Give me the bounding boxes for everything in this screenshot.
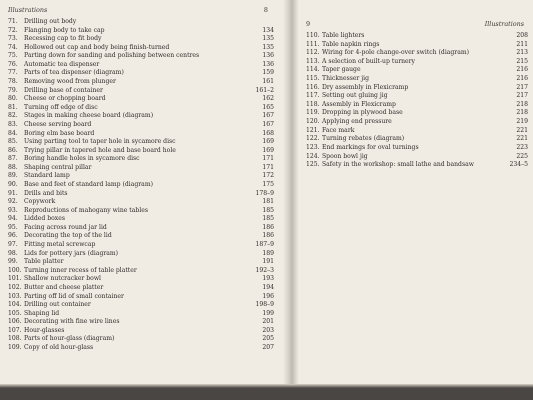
entry-number: 72. — [8, 26, 18, 34]
entry-page: 196 — [262, 292, 274, 300]
entry-page: 167 — [262, 120, 274, 128]
left-page-number: 8 — [263, 6, 268, 14]
list-item — [8, 284, 274, 293]
entry-title: Face mark — [322, 126, 355, 134]
right-page-title: Illustrations — [484, 20, 524, 28]
entry-page: 171 — [262, 155, 274, 163]
entry-title: Spoon bowl jig — [322, 152, 368, 160]
entry-title: Lidded boxes — [24, 215, 65, 223]
entry-number: 84. — [8, 129, 18, 137]
entry-title: Decorating with fine wire lines — [24, 318, 120, 326]
entry-page: 186 — [262, 223, 274, 231]
list-item — [306, 144, 528, 153]
list-item — [8, 198, 274, 207]
list-item — [8, 215, 274, 224]
entry-number: 109. — [8, 343, 22, 351]
entry-title: Drills and bits — [24, 189, 68, 197]
list-item — [8, 87, 274, 96]
entry-page: 221 — [516, 135, 528, 143]
entry-number: 124. — [306, 152, 320, 160]
right-page — [306, 20, 528, 320]
entry-number: 71. — [8, 18, 18, 25]
list-item — [8, 190, 274, 199]
entry-page: 172 — [262, 172, 274, 180]
list-item — [8, 335, 274, 344]
entry-number: 107. — [8, 326, 22, 334]
entry-page: 194 — [262, 283, 274, 291]
entry-number: 87. — [8, 155, 18, 163]
list-item — [8, 52, 274, 61]
list-item — [8, 69, 274, 78]
entry-title: Safety in the workshop: small lathe and bandsaw — [322, 161, 474, 169]
entry-title: Reproductions of mahogany wine tables — [24, 206, 148, 214]
left-illustration-list — [8, 18, 274, 353]
entry-number: 81. — [8, 103, 18, 111]
list-item — [8, 207, 274, 216]
entry-number: 101. — [8, 275, 22, 283]
right-page-header — [306, 20, 528, 30]
entry-number: 93. — [8, 206, 18, 214]
list-item — [306, 153, 528, 162]
entry-title: Drilling out container — [24, 301, 91, 309]
entry-title: Turning inner recess of table platter — [24, 266, 137, 274]
entry-number: 86. — [8, 146, 18, 154]
list-item — [8, 301, 274, 310]
entry-title: Shaping central pillar — [24, 163, 92, 171]
entry-number: 95. — [8, 223, 18, 231]
entry-number: 73. — [8, 35, 18, 43]
book-gutter — [283, 0, 299, 388]
entry-page: 207 — [262, 343, 274, 351]
entry-page: 134 — [262, 26, 274, 34]
entry-title: Wiring for 4-pole change-over switch (diagram) — [322, 49, 470, 57]
entry-page: 168 — [262, 129, 274, 137]
entry-number: 75. — [8, 52, 18, 60]
entry-page: 199 — [262, 309, 274, 317]
entry-title: Lids for pottery jars (diagram) — [24, 249, 119, 257]
entry-number: 115. — [306, 75, 320, 83]
entry-number: 96. — [8, 232, 18, 240]
entry-number: 108. — [8, 335, 22, 343]
entry-page: 159 — [262, 69, 274, 77]
list-item — [8, 241, 274, 250]
entry-title: Butter and cheese platter — [24, 283, 104, 291]
list-item — [306, 118, 528, 127]
entry-title: Table platter — [24, 258, 64, 266]
list-item — [8, 250, 274, 259]
entry-title: Standard lamp — [24, 172, 70, 180]
list-item — [8, 258, 274, 267]
entry-page: 171 — [262, 163, 274, 171]
entry-number: 113. — [306, 57, 320, 65]
list-item — [306, 161, 528, 170]
entry-page: 218 — [516, 109, 528, 117]
entry-page: 223 — [516, 143, 528, 151]
entry-page: 208 — [516, 32, 528, 39]
entry-page: 211 — [516, 40, 528, 48]
entry-title: End markings for oval turnings — [322, 143, 419, 151]
entry-number: 105. — [8, 309, 22, 317]
entry-page: 205 — [262, 335, 274, 343]
list-item — [306, 58, 528, 67]
list-item — [8, 44, 274, 53]
entry-number: 102. — [8, 283, 22, 291]
list-item — [306, 101, 528, 110]
list-item — [8, 344, 274, 353]
entry-number: 114. — [306, 66, 320, 74]
entry-number: 116. — [306, 83, 320, 91]
entry-title: Parts of tea dispenser (diagram) — [24, 69, 124, 77]
entry-page: 165 — [262, 103, 274, 111]
entry-title: Parting down for sanding and polishing between centres — [24, 52, 200, 60]
entry-title: Boring handle holes in sycamore disc — [24, 155, 140, 163]
entry-number: 82. — [8, 112, 18, 120]
entry-page: 185 — [262, 215, 274, 223]
entry-page: 217 — [516, 92, 528, 100]
entry-number: 103. — [8, 292, 22, 300]
entry-title: Facing across round jar lid — [24, 223, 107, 231]
entry-title: Dropping in plywood base — [322, 109, 403, 117]
entry-number: 88. — [8, 163, 18, 171]
entry-title: Cheese serving board — [24, 120, 92, 128]
entry-page: 186 — [262, 232, 274, 240]
entry-title: Drilling base of container — [24, 86, 103, 94]
entry-title: Fitting metal screwcap — [24, 241, 96, 249]
entry-page: 136 — [262, 52, 274, 60]
entry-title: Cheese or chopping board — [24, 95, 106, 103]
list-item — [8, 327, 274, 336]
entry-number: 110. — [306, 32, 320, 39]
entry-title: Table napkin rings — [322, 40, 380, 48]
list-item — [306, 49, 528, 58]
list-item — [8, 27, 274, 36]
list-item — [8, 104, 274, 113]
entry-number: 97. — [8, 241, 18, 249]
list-item — [8, 275, 274, 284]
entry-number: 79. — [8, 86, 18, 94]
entry-page: 216 — [516, 66, 528, 74]
entry-page: 218 — [516, 100, 528, 108]
right-illustration-list — [306, 32, 528, 170]
entry-page: 135 — [262, 35, 274, 43]
list-item — [306, 66, 528, 75]
entry-number: 77. — [8, 69, 18, 77]
list-item — [8, 172, 274, 181]
entry-title: Table lighters — [322, 32, 365, 39]
entry-title: A selection of built-up turnery — [322, 57, 415, 65]
entry-page: 191 — [262, 258, 274, 266]
list-item — [306, 92, 528, 101]
entry-page: 203 — [262, 326, 274, 334]
entry-number: 118. — [306, 100, 320, 108]
list-item — [8, 61, 274, 70]
list-item — [8, 18, 274, 27]
entry-title: Hour-glasses — [24, 326, 65, 334]
entry-title: Assembly in Flexicramp — [322, 100, 396, 108]
entry-page: 162 — [262, 95, 274, 103]
entry-title: Decorating the top of the lid — [24, 232, 112, 240]
list-item — [8, 164, 274, 173]
page-bottom-edge — [0, 384, 533, 388]
entry-page: 185 — [262, 206, 274, 214]
list-item — [8, 293, 274, 302]
entry-number: 94. — [8, 215, 18, 223]
entry-title: Applying end pressure — [322, 118, 392, 126]
entry-number: 89. — [8, 172, 18, 180]
entry-page: 161 — [262, 78, 274, 86]
entry-title: Shaping lid — [24, 309, 60, 317]
entry-number: 85. — [8, 138, 18, 146]
list-item — [306, 84, 528, 93]
entry-page: 221 — [516, 126, 528, 134]
entry-title: Recessing cap to fit body — [24, 35, 102, 43]
entry-page: 187–9 — [255, 241, 274, 249]
entry-page: 192–3 — [255, 266, 274, 274]
left-page-header — [8, 6, 274, 16]
entry-number: 100. — [8, 266, 22, 274]
entry-page: 169 — [262, 146, 274, 154]
left-page-title: Illustrations — [8, 6, 48, 14]
list-item — [8, 138, 274, 147]
entry-title: Removing wood from plunger — [24, 78, 116, 86]
entry-title: Taper gauge — [322, 66, 361, 74]
entry-page: 213 — [516, 49, 528, 57]
entry-title: Shallow nutcracker bowl — [24, 275, 102, 283]
entry-number: 106. — [8, 318, 22, 326]
entry-title: Dry assembly in Flexicramp — [322, 83, 409, 91]
entry-page: 175 — [262, 180, 274, 188]
entry-title: Using parting tool to taper hole in sycamore disc — [24, 138, 176, 146]
list-item — [8, 224, 274, 233]
entry-number: 123. — [306, 143, 320, 151]
entry-page: 167 — [262, 112, 274, 120]
entry-title: Parting off lid of small container — [24, 292, 124, 300]
entry-page: 198–9 — [255, 301, 274, 309]
entry-title: Automatic tea dispenser — [24, 60, 100, 68]
entry-page: 234–5 — [509, 161, 528, 169]
list-item — [8, 95, 274, 104]
entry-number: 111. — [306, 40, 320, 48]
list-item — [306, 75, 528, 84]
list-item — [306, 127, 528, 136]
entry-page: 161–2 — [255, 86, 274, 94]
list-item — [306, 41, 528, 50]
list-item — [8, 147, 274, 156]
entry-number: 99. — [8, 258, 18, 266]
entry-title: Trying pillar in tapered hole and base board hole — [24, 146, 176, 154]
entry-number: 92. — [8, 198, 18, 206]
list-item — [8, 78, 274, 87]
entry-page: 178–9 — [255, 189, 274, 197]
entry-page: 216 — [516, 75, 528, 83]
entry-number: 104. — [8, 301, 22, 309]
list-item — [8, 267, 274, 276]
right-page-number: 9 — [306, 20, 311, 28]
entry-title: Stages in making cheese board (diagram) — [24, 112, 154, 120]
entry-number: 80. — [8, 95, 18, 103]
entry-title: Copy of old hour-glass — [24, 343, 94, 351]
list-item — [8, 318, 274, 327]
entry-title: Drilling out body — [24, 18, 77, 25]
entry-title: Boring elm base board — [24, 129, 95, 137]
list-item — [306, 32, 528, 41]
entry-title: Copywork — [24, 198, 56, 206]
entry-number: 112. — [306, 49, 320, 57]
left-page — [8, 6, 274, 382]
entry-page: 181 — [262, 198, 274, 206]
list-item — [8, 181, 274, 190]
entry-number: 91. — [8, 189, 18, 197]
entry-title: Setting out gluing jig — [322, 92, 388, 100]
list-item — [8, 35, 274, 44]
entry-number: 78. — [8, 78, 18, 86]
entry-page: 201 — [262, 318, 274, 326]
entry-page: 193 — [262, 275, 274, 283]
list-item — [306, 135, 528, 144]
list-item — [8, 112, 274, 121]
entry-number: 83. — [8, 120, 18, 128]
entry-page: 136 — [262, 60, 274, 68]
entry-page: 189 — [262, 249, 274, 257]
entry-title: Base and feet of standard lamp (diagram) — [24, 180, 153, 188]
entry-number: 117. — [306, 92, 320, 100]
entry-page: 169 — [262, 138, 274, 146]
entry-number: 119. — [306, 109, 320, 117]
entry-title: Hollowed out cap and body being finish-turned — [24, 43, 170, 51]
entry-page: 215 — [516, 57, 528, 65]
entry-number: 120. — [306, 118, 320, 126]
list-item — [306, 109, 528, 118]
entry-page: 217 — [516, 83, 528, 91]
entry-title: Thicknesser jig — [322, 75, 370, 83]
entry-number: 125. — [306, 161, 320, 169]
list-item — [8, 310, 274, 319]
entry-number: 122. — [306, 135, 320, 143]
entry-page: 225 — [516, 152, 528, 160]
entry-number: 74. — [8, 43, 18, 51]
entry-number: 121. — [306, 126, 320, 134]
list-item — [8, 121, 274, 130]
entry-page: 219 — [516, 118, 528, 126]
list-item — [8, 155, 274, 164]
list-item — [8, 130, 274, 139]
entry-title: Flanging body to take cap — [24, 26, 105, 34]
entry-title: Turning rebates (diagram) — [322, 135, 405, 143]
entry-title: Parts of hour-glass (diagram) — [24, 335, 115, 343]
entry-page: 135 — [262, 43, 274, 51]
list-item — [8, 232, 274, 241]
entry-number: 76. — [8, 60, 18, 68]
entry-number: 98. — [8, 249, 18, 257]
entry-number: 90. — [8, 180, 18, 188]
entry-title: Turning off edge of disc — [24, 103, 98, 111]
